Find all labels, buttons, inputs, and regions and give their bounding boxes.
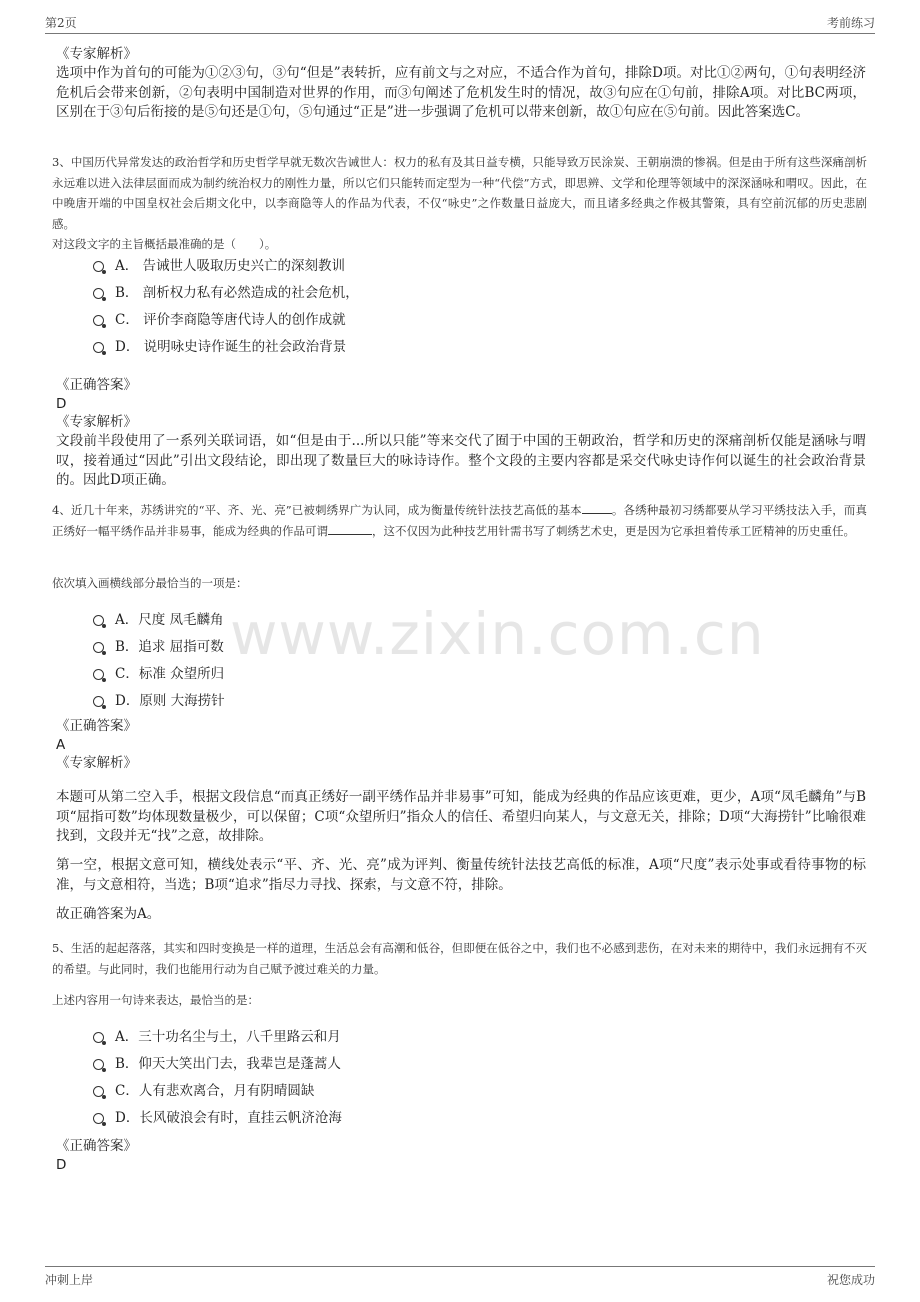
q4-blank-1 <box>582 513 612 514</box>
radio-icon[interactable] <box>93 615 104 626</box>
q5-question-block <box>52 990 862 1011</box>
q4-option-c[interactable]: C．标准 众望所归 <box>93 658 593 685</box>
q4-question: 依次填入画横线部分最恰当的一项是： <box>52 576 248 590</box>
header-rule <box>45 33 875 34</box>
q4-stem: 4、近几十年来，苏绣讲究的“平、齐、光、亮”已被刺绣界广为认同，成为衡量传统针法技艺高低的基本 。各绣种最初习绣都要从学习平绣技法入手，而真正绣好一幅平绣作品并非易事，能成为经典的作品可谓 ，这不仅因为此种技艺用针需书写了刺绣艺术史，更是因为它承担着传承工匠精神的历史重任。 <box>52 503 868 538</box>
page-number: 第2页 <box>45 16 77 30</box>
q3-stem-block <box>52 152 867 255</box>
q5-option-a[interactable]: A．三十功名尘与土，八千里路云和月 <box>93 1021 593 1048</box>
q4-analysis-label: 《专家解析》 <box>56 755 137 771</box>
q4-stem-block <box>52 500 867 541</box>
q4-option-a[interactable]: A．尺度 凤毛麟角 <box>93 604 593 631</box>
q5-options <box>93 1021 593 1129</box>
q4-question-block <box>52 573 862 594</box>
q3-analysis-label: 《专家解析》 <box>56 414 137 430</box>
q4-options <box>93 604 593 712</box>
q5-answer-block <box>56 1137 866 1174</box>
q5-stem-block <box>52 938 867 979</box>
q4-analysis-1: 本题可从第二空入手，根据文段信息“而真正绣好一副平绣作品并非易事”可知，能成为经典的作品应该更难，更少，A项“凤毛麟角”与B项“屈指可数”均体现数量极少，可以保留；C项“众望所归”指众人的信任、希望归向某人，与文意无关，排除；D项“大海捞针”比喻很难找到，文段并无“找”之意，故排除。 <box>56 789 866 844</box>
q4-answer: A <box>56 737 66 753</box>
radio-icon[interactable] <box>93 1113 104 1124</box>
watermark: www.zixin.com.cn <box>230 600 765 668</box>
radio-icon[interactable] <box>93 1086 104 1097</box>
radio-icon[interactable] <box>93 642 104 653</box>
page-header <box>45 12 875 32</box>
q3-options <box>93 250 593 358</box>
radio-icon[interactable] <box>93 261 104 272</box>
q3-analysis-text: 文段前半段使用了一系列关联词语，如“但是由于...所以只能”等来交代了囿于中国的王朝政治，哲学和历史的深痛剖析仅能是涵咏与喟叹，接着通过“因此”引出文段结论，即出现了数量巨大的咏诗诗作。整个文段的主要内容都是采交代咏史诗作何以诞生的社会政治背景的。因此D项正确。 <box>56 433 866 488</box>
q3-stem: 3、中国历代异常发达的政治哲学和历史哲学早就无数次告诫世人：权力的私有及其日益专横，只能导致万民涂炭、王朝崩溃的惨祸。但是由于所有这些深痛剖析永远难以进入法律层面而成为制约统治权力的刚性力量，所以它们只能转而定型为一种“代偿”方式，即思辨、文学和伦理等领域中的深深涵咏和喟叹。因此，在中晚唐开端的中国皇权社会后期文化中，以李商隐等人的作品为代表，不仅“咏史”之作数量日益庞大，而且诸多经典之作极其警策，具有空前沉郁的历史悲剧感。 <box>52 155 867 231</box>
q5-answer: D <box>56 1157 67 1173</box>
q4-analysis-2-block <box>56 856 866 895</box>
q4-analysis-2: 第一空，根据文意可知，横线处表示“平、齐、光、亮”成为评判、衡量传统针法技艺高低的标准，A项“尺度”表示处事或看待事物的标准，与文意相符，当选；B项“追求”指尽力寻找、探索，与文意不符，排除。 <box>56 857 866 893</box>
radio-icon[interactable] <box>93 315 104 326</box>
q2-analysis-block <box>56 45 866 123</box>
q3-option-c[interactable]: C． 评价李商隐等唐代诗人的创作成就 <box>93 304 593 331</box>
q3-answer-block <box>56 376 866 491</box>
q5-option-c[interactable]: C．人有悲欢离合，月有阴晴圆缺 <box>93 1075 593 1102</box>
q2-analysis-label: 《专家解析》 <box>56 46 137 62</box>
q3-option-d[interactable]: D． 说明咏史诗作诞生的社会政治背景 <box>93 331 593 358</box>
q3-answer-label: 《正确答案》 <box>56 377 137 393</box>
q4-analysis-3-block <box>56 905 866 925</box>
q5-stem: 5、生活的起起落落，其实和四时变换是一样的道理，生活总会有高潮和低谷，但即便在低谷之中，我们也不必感到悲伤，在对未来的期待中，我们永远拥有不灭的希望。与此同时，我们也能用行动为自己赋予渡过难关的力量。 <box>52 941 867 976</box>
q2-analysis-text: 选项中作为首句的可能为①②③句，③句“但是”表转折，应有前文与之对应，不适合作为首句，排除D项。对比①②两句，①句表明经济危机后会带来创新，②句表明中国制造对世界的作用，而③句阐述了危机发生时的情况，故③句应在①句前，排除A项。对比BC两项，区别在于③句后衔接的是⑤句还是①句，⑤句通过“正是”进一步强调了危机可以带来创新，故①句应在⑤句前。因此答案选C。 <box>56 65 866 120</box>
q3-option-a[interactable]: A． 告诫世人吸取历史兴亡的深刻教训 <box>93 250 593 277</box>
q5-option-d[interactable]: D．长风破浪会有时，直挂云帆济沧海 <box>93 1102 593 1129</box>
q3-question: 对这段文字的主旨概括最准确的是（ ）。 <box>52 237 277 251</box>
q4-blank-2 <box>328 534 372 535</box>
radio-icon[interactable] <box>93 696 104 707</box>
q4-option-d[interactable]: D．原则 大海捞针 <box>93 685 593 712</box>
q4-option-b[interactable]: B．追求 屈指可数 <box>93 631 593 658</box>
q5-option-b[interactable]: B．仰天大笑出门去，我辈岂是蓬蒿人 <box>93 1048 593 1075</box>
q4-answer-label: 《正确答案》 <box>56 718 137 734</box>
radio-icon[interactable] <box>93 288 104 299</box>
radio-icon[interactable] <box>93 669 104 680</box>
q3-option-b[interactable]: B． 剖析权力私有必然造成的社会危机， <box>93 277 593 304</box>
footer-right: 祝您成功 <box>826 1273 875 1287</box>
q3-answer: D <box>56 396 67 412</box>
radio-icon[interactable] <box>93 342 104 353</box>
q5-question: 上述内容用一句诗来表达，最恰当的是： <box>52 993 259 1007</box>
radio-icon[interactable] <box>93 1059 104 1070</box>
q5-answer-label: 《正确答案》 <box>56 1138 137 1154</box>
q4-analysis-3: 故正确答案为A。 <box>56 906 161 922</box>
radio-icon[interactable] <box>93 1032 104 1043</box>
footer-left: 冲刺上岸 <box>45 1273 94 1287</box>
header-title: 考前练习 <box>826 16 875 30</box>
q4-analysis-1-block <box>56 788 866 847</box>
footer-rule <box>45 1266 875 1267</box>
q4-answer-block <box>56 717 866 773</box>
